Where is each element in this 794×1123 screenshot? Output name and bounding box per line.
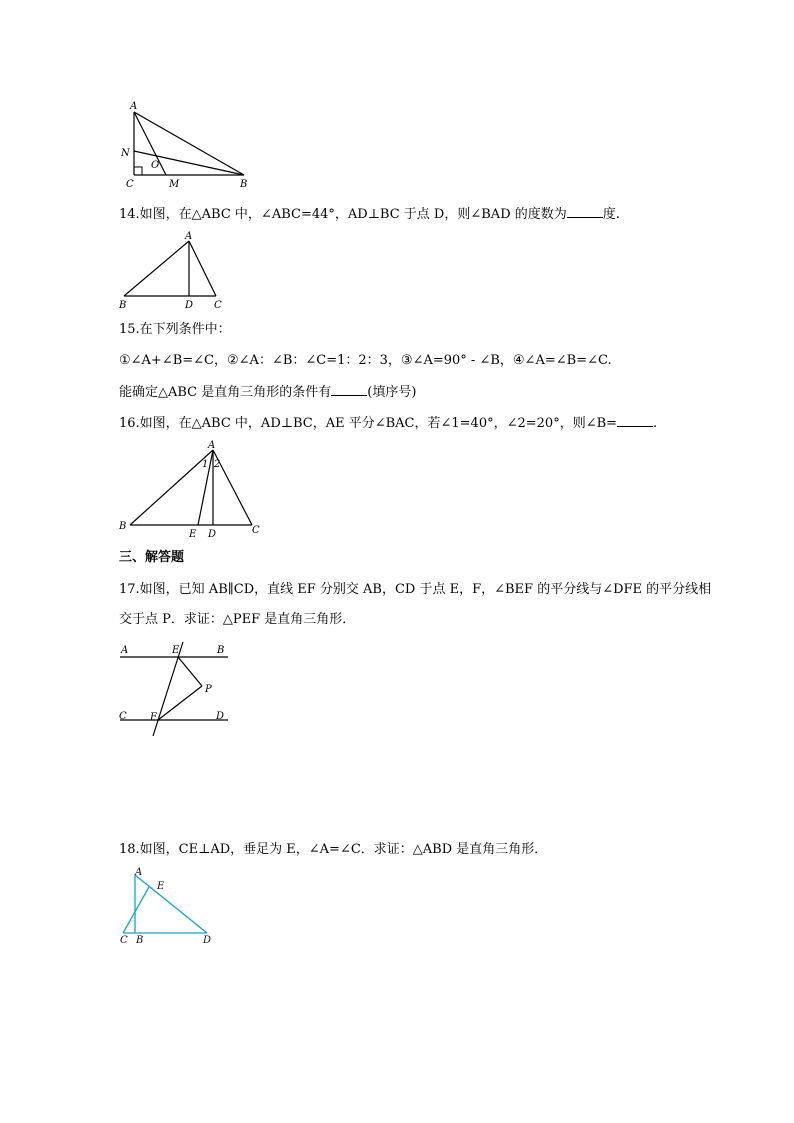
label-b: B — [119, 300, 127, 311]
question-18: 18.如图，CE⊥AD，垂足为 E，∠A=∠C．求证：△ABD 是直角三角形． — [119, 842, 548, 857]
segment-ce — [123, 887, 149, 933]
segment-ab — [124, 241, 189, 296]
line-ef — [153, 642, 183, 736]
figure-16-triangle — [115, 437, 270, 542]
figure-18-triangle — [115, 865, 220, 947]
label-d: D — [203, 935, 212, 946]
segment-ad — [135, 875, 207, 933]
label-d: D — [208, 529, 217, 540]
label-c: C — [214, 300, 222, 311]
question-15 — [119, 383, 416, 402]
question-17-line-2: 交于点 P．求证：△PEF 是直角三角形． — [119, 612, 356, 627]
label-b: B — [217, 645, 225, 656]
label-a: A — [185, 231, 193, 242]
label-f: F — [150, 712, 157, 723]
question-15-intro: 15.在下列条件中： — [119, 322, 231, 337]
question-14-suffix: 度. — [602, 207, 620, 222]
segment-ac — [189, 241, 216, 296]
section-title-3: 三、解答题 — [119, 550, 185, 565]
label-e: E — [172, 645, 180, 656]
question-16-suffix: . — [653, 416, 658, 431]
answer-blank-15[interactable] — [331, 383, 367, 396]
label-e: E — [189, 529, 197, 540]
label-c: C — [126, 179, 134, 190]
label-c: C — [120, 935, 128, 946]
segment-ep — [178, 657, 202, 686]
label-m: M — [169, 179, 180, 190]
label-a: A — [130, 101, 138, 112]
figure-14-triangle — [115, 230, 230, 312]
answer-blank-14[interactable] — [567, 205, 603, 218]
label-c: C — [119, 711, 127, 722]
right-angle-mark — [134, 167, 142, 175]
label-d: D — [185, 300, 194, 311]
label-p: P — [205, 684, 212, 695]
figure-13-triangle — [110, 100, 260, 192]
question-16-text: 16.如图，在△ABC 中，AD⊥BC，AE 平分∠BAC，若∠1=40°，∠2=20°，则∠B= — [119, 416, 618, 431]
question-15-conditions: ①∠A+∠B=∠C，②∠A：∠B：∠C=1：2：3，③∠A=90° - ∠B，④∠A=∠B=∠C. — [119, 353, 612, 368]
label-a: A — [121, 645, 129, 656]
question-15-text: 能确定△ABC 是直角三角形的条件有 — [119, 385, 332, 400]
question-14-text: 14.如图，在△ABC 中，∠ABC=44°，AD⊥BC 于点 D，则∠BAD 的度数为 — [119, 207, 567, 222]
label-b: B — [240, 179, 248, 190]
question-14 — [119, 205, 620, 224]
label-a: A — [135, 867, 143, 878]
label-e: E — [157, 881, 165, 892]
label-n: N — [121, 148, 130, 159]
question-15-suffix: (填序号) — [367, 385, 417, 400]
question-17-line-1: 17.如图，已知 AB∥CD，直线 EF 分别交 AB，CD 于点 E，F，∠BEF 的平分线与∠DFE 的平分线相 — [119, 582, 712, 597]
label-d: D — [216, 711, 225, 722]
segment-fp — [158, 686, 202, 720]
label-b: B — [136, 935, 144, 946]
answer-blank-16[interactable] — [617, 414, 653, 427]
label-c: C — [252, 525, 260, 536]
label-o: O — [151, 160, 160, 171]
label-a: A — [208, 440, 216, 451]
question-16 — [119, 414, 657, 433]
label-angle-2: 2 — [214, 459, 221, 470]
figure-17-parallel-lines — [115, 640, 235, 740]
label-b: B — [119, 521, 127, 532]
label-angle-1: 1 — [202, 459, 209, 470]
